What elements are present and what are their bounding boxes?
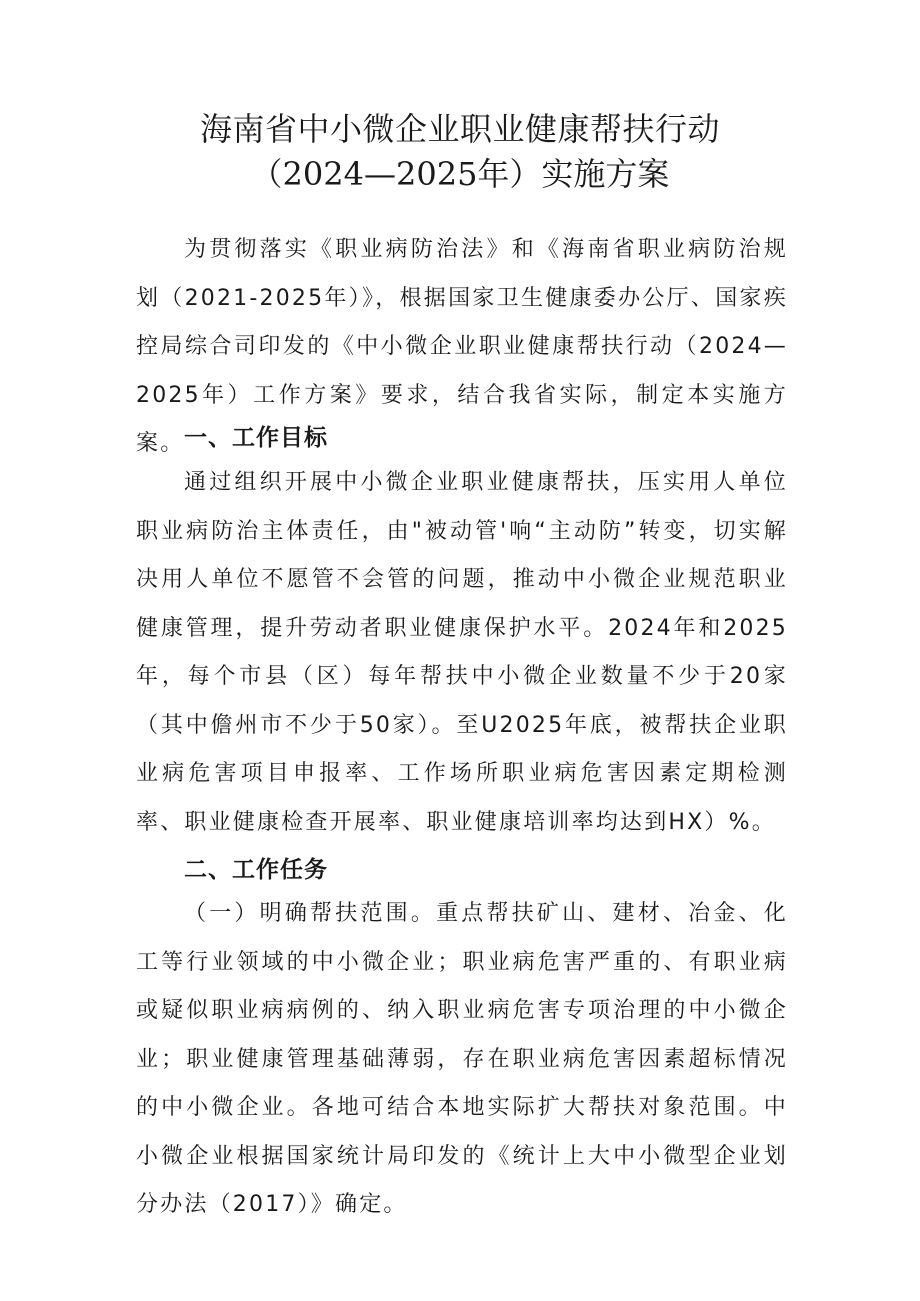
document-title-line-2: （2024—2025年）实施方案 xyxy=(250,155,670,193)
work-goals-paragraph: 通过组织开展中小微企业职业健康帮扶，压实用人单位职业病防治主体责任，由"被动管'响“主动防”转变，切实解决用人单位不愿管不会管的问题，推动中小微企业规范职业健康管理，提升劳动者职业健康保护水平。2024年和2025年，每个市县（区）每年帮扶中小微企业数量不少于20家（其中儋州市不少于50家）。至U2025年底，被帮扶企业职业病危害项目申报率、工作场所职业病危害因素定期检测率、职业健康检查开展率、职业健康培训率均达到HX）%。 xyxy=(136,470,788,835)
work-tasks-paragraph-1: （一）明确帮扶范围。重点帮扶矿山、建材、冶金、化工等行业领域的中小微企业；职业病危害严重的、有职业病或疑似职业病病例的、纳入职业病危害专项治理的中小微企业；职业健康管理基础薄弱，存在职业病危害因素超标情况的中小微企业。各地可结合本地实际扩大帮扶对象范围。中小微企业根据国家统计局印发的《统计上大中小微型企业划分办法（2017）》确定。 xyxy=(136,901,788,1217)
work-goals-section xyxy=(136,459,788,847)
section-heading-work-goals: 一、工作目标 xyxy=(184,425,328,451)
document-title-line-1: 海南省中小微企业职业健康帮扶行动 xyxy=(199,110,720,148)
work-tasks-section xyxy=(136,890,788,1230)
section-heading-work-tasks: 二、工作任务 xyxy=(184,857,328,883)
intro-paragraph: 为贯彻落实《职业病防治法》和《海南省职业病防治规划（2021-2025年）》，根据国家卫生健康委办公厅、国家疾控局综合司印发的《中小微企业职业健康帮扶行动（2024—2025年）工作方案》要求，结合我省实际，制定本实施方案。 xyxy=(136,237,788,456)
